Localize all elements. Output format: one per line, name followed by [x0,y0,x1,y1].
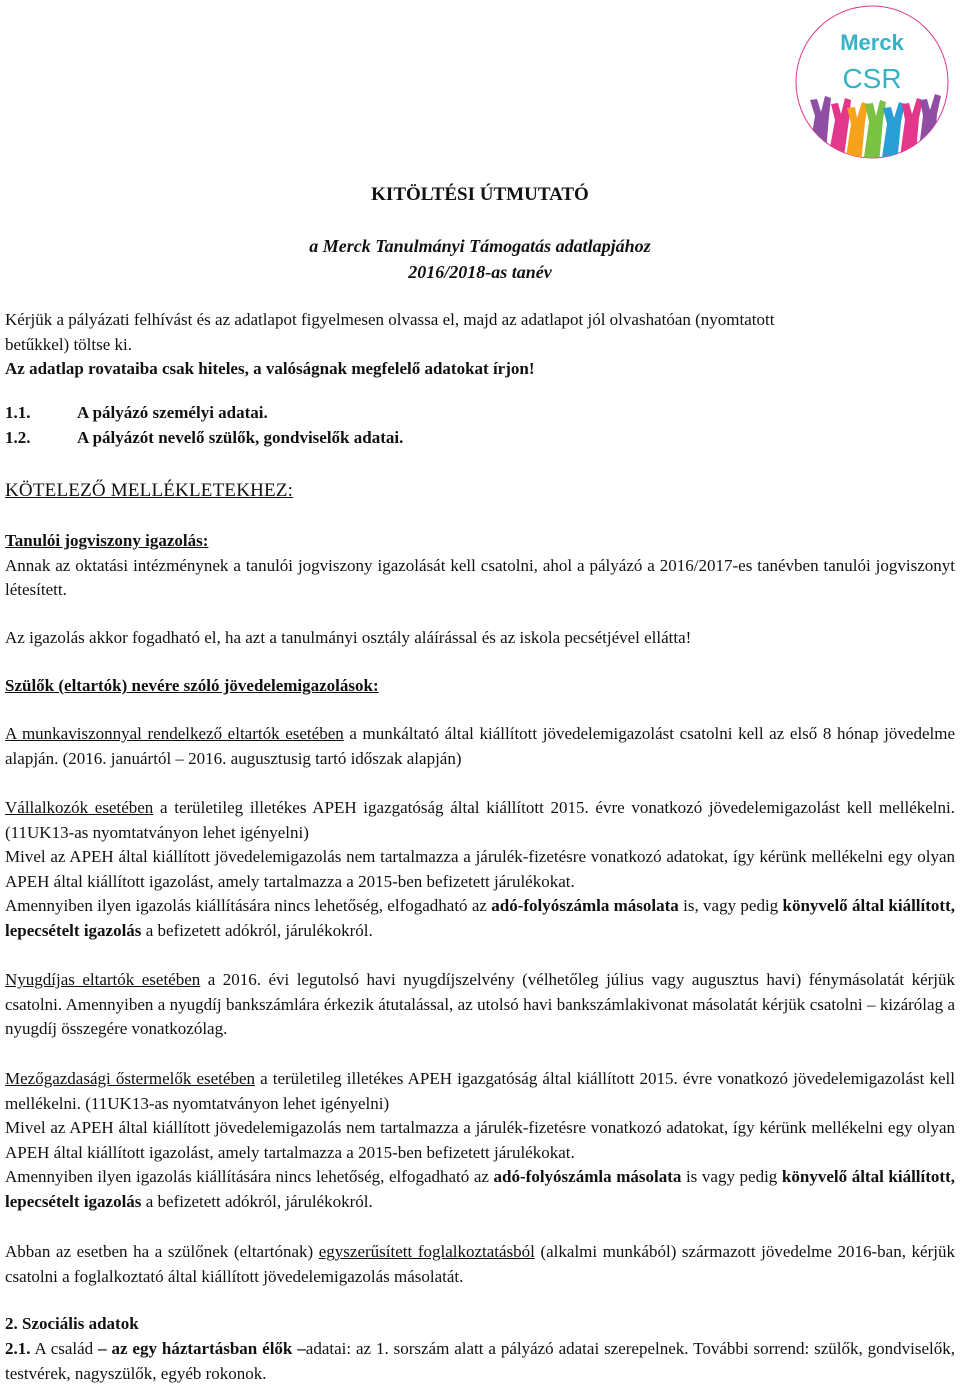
intro-block [5,308,955,382]
nyugdijas-text: a 2016. évi legutolsó havi nyugdíjszelvény (vélhetőleg július vagy augusztus havi) fénymásolatát kérjük csatolni. Amennyiben a nyugdíj bankszámlára érkezik átutalással, az utolsó havi bankszámlakivonat másolatát kérjük csatolni – kizárólag a nyugdíj összegére vonatkozólag. [5,970,955,1038]
szocialis-num: 2.1. [5,1339,31,1358]
vallalkozok-text-3d: könyvelő által kiállított, lepecsételt igazolás [5,896,955,940]
item-1-1 [5,403,268,423]
item-text: A pályázót nevelő szülők, gondviselők adatai. [77,428,404,447]
abban-text-b: (alkalmi munkából) származott jövedelme 2016-ban, kérjük csatolni a foglalkoztató által kiállított jövedelemigazolás másolatát. [5,1242,955,1286]
nyugdijas-block [5,968,955,1042]
mezogazdasagi-text-3c: is vagy pedig [681,1167,782,1186]
abban-block [5,1240,955,1289]
mezogazdasagi-text-3b: adó-folyószámla másolata [493,1167,682,1186]
page-title: KITÖLTÉSI ÚTMUTATÓ [371,184,589,205]
vallalkozok-text-3c: is, vagy pedig [678,896,783,915]
vallalkozok-text-1: a területileg illetékes APEH igazgatóság által kiállított 2015. évre vonatkozó jövedelemigazolást kell mellékelni. (11UK13-as nyomtatványon lehet igényelni) [5,798,955,842]
item-1-2 [5,428,403,448]
tanuloi-heading: Tanulói jogviszony igazolás: [5,531,209,550]
szocialis-2-1 [5,1337,955,1386]
logo-tag: CSR [842,63,902,94]
vallalkozok-block [5,796,955,943]
tanuloi-text: Annak az oktatási intézménynek a tanulói jogviszony igazolását kell csatolni, ahol a pályázó a 2016/2017-es tanévben tanulói jogviszonyt létesített. [5,555,955,599]
tanuloi-accept: Az igazolás akkor fogadható el, ha azt a tanulmányi osztály aláírással és az iskola pecsétjével ellátta! [5,628,692,647]
mezogazdasagi-text-3e: a befizetett adókról, járulékokról. [141,1191,373,1211]
logo-graphic [777,4,955,164]
nyugdijas-label: Nyugdíjas eltartók esetében [5,970,201,989]
mezogazdasagi-text-2: Mivel az APEH által kiállított jövedelemigazolás nem tartalmazza a járulék-fizetésre vonatkozó adatokat, így kérünk mellékelni egy olyan APEH által kiállított igazolást, amely tartalmazza a 2015-ben befizetett járulékokat. [5,1118,955,1162]
item-text: A pályázó személyi adatai. [77,403,268,422]
szulok-heading: Szülők (eltartók) nevére szóló jövedelemigazolások: [5,676,379,695]
vallalkozok-label: Vállalkozók esetében [5,798,154,817]
vallalkozok-text-2: Mivel az APEH által kiállított jövedelemigazolás nem tartalmazza a járulék-fizetésre vonatkozó adatokat, így kérünk mellékelni egy olyan APEH által kiállított igazolást, amely tartalmazza a 2015-ben befizetett járulékokat. [5,847,955,891]
mezogazdasagi-text-3a: Amennyiben ilyen igazolás kiállítására nincs lehetőség, elfogadható az [5,1167,494,1186]
mezogazdasagi-label: Mezőgazdasági őstermelők esetében [5,1069,255,1088]
logo-brand: Merck [840,30,904,55]
intro-line-2: betűkkel) töltse ki. [5,334,133,354]
intro-line-1: Kérjük a pályázati felhívást és az adatlapot figyelmesen olvassa el, majd az adatlapot jól olvashatóan (nyomtatott [5,310,775,329]
munka-label: A munkaviszonnyal rendelkező eltartók esetében [5,724,344,743]
szocialis-text-c: adatai: az 1. sorszám alatt a pályázó adatai szerepelnek. További sorrend: szülők, gondviselők, testvérek, nagyszülők, egyéb rokonok. [5,1339,955,1383]
item-number: 1.2. [5,428,31,447]
szocialis-text-a: A család [30,1339,99,1358]
item-number: 1.1. [5,403,31,422]
mezogazdasagi-block [5,1067,955,1214]
intro-line-3: Az adatlap rovataiba csak hiteles, a valóságnak megfelelő adatokat írjon! [5,359,535,378]
mezogazdasagi-text-3d: könyvelő által kiállított, lepecsételt igazolás [5,1167,955,1211]
vallalkozok-text-3b: adó-folyószámla másolata [491,896,679,915]
szocialis-heading: 2. Szociális adatok [5,1314,139,1333]
abban-text-a: Abban az esetben ha a szülőnek (eltartónak) [5,1242,319,1261]
subtitle-1: a Merck Tanulmányi Támogatás adatlapjához [309,236,651,256]
subtitle-2: 2016/2018-as tanév [408,262,552,282]
vallalkozok-text-3a: Amennyiben ilyen igazolás kiállítására nincs lehetőség, elfogadható az [5,896,492,915]
szulok-munka [5,722,955,771]
munka-text: a munkáltató által kiállított jövedelemigazolást csatolni kell az első 8 hónap jövedelme alapján. (2016. januártól – 2016. augusztusig tartó időszak alapján) [5,724,955,768]
tanuloi-block [5,529,955,603]
kotelezo-heading: KÖTELEZŐ MELLÉKLETEKHEZ: [5,480,294,501]
vallalkozok-text-3e: a befizetett adókról, járulékokról. [141,920,373,940]
szocialis-text-b: – az egy háztartásban élők – [98,1339,306,1358]
mezogazdasagi-text-1: a területileg illetékes APEH igazgatóság által kiállított 2015. évre vonatkozó jövedelemigazolást kell mellékelni. (11UK13-as nyomtatványon lehet igényelni) [5,1069,955,1113]
merck-csr-logo [777,4,955,164]
abban-underlined: egyszerűsített foglalkoztatásból [318,1242,535,1261]
